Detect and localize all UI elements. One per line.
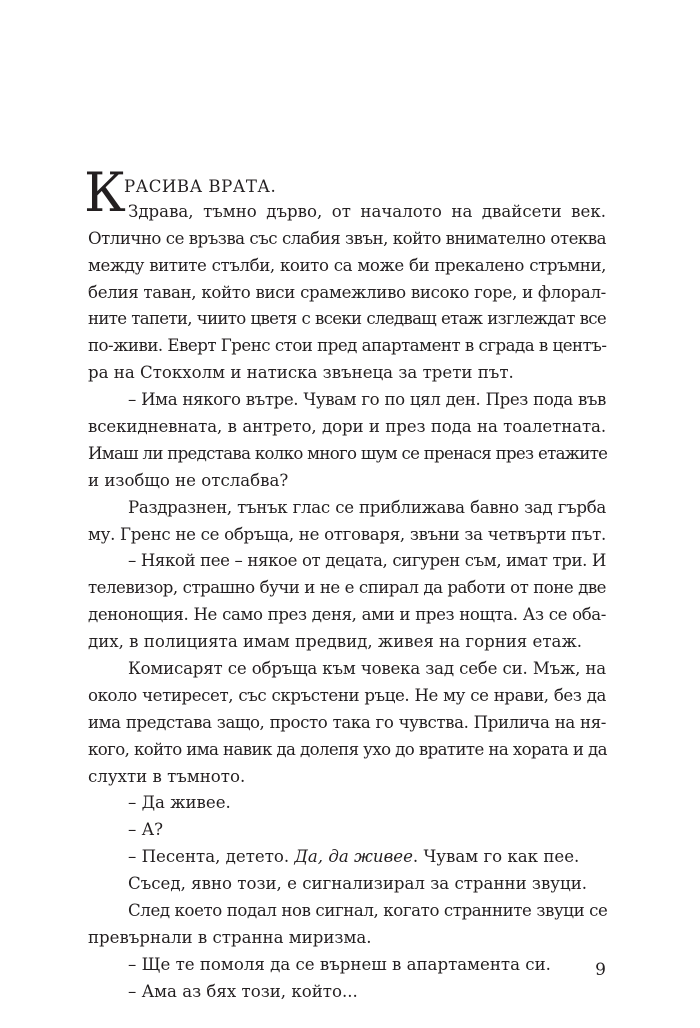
text-line: кого, който има навик да долепя ухо до вратите на хората и да [88, 739, 607, 759]
text-line: Комисарят се обръща към човека зад себе си. Мъж, на [128, 659, 606, 679]
text-line: превърнали в странна миризма. [88, 927, 372, 947]
text-line: между витите стълби, които са може би прекалено стръмни, [88, 255, 606, 275]
page-number: 9 [595, 960, 606, 980]
text-line: – Ще те помоля да се върнеш в апартамента си. [128, 954, 551, 974]
paragraph-lines [88, 199, 606, 1006]
drop-cap: К [84, 161, 126, 224]
text-line-part: – Песента, детето. [128, 847, 295, 867]
text-line: – А? [128, 820, 164, 840]
text-line: денонощия. Не само през деня, ами и през нощта. Аз се оба- [88, 605, 606, 625]
text-line: – Има някого вътре. Чувам го по цял ден. През пода във [128, 390, 606, 410]
text-line: има представа защо, просто така го чувства. Прилича на ня- [88, 712, 606, 732]
text-line: по-живи. Еверт Гренс стои пред апартамент в сграда в центъ- [88, 336, 607, 356]
text-line: Здрава, тъмно дърво, от началото на двайсети век. [128, 201, 606, 221]
text-line: всекидневната, в антрето, дори и през пода на тоалетната. [88, 417, 606, 437]
text-line: му. Гренс не се обръща, не отговаря, звъни за четвърти път. [88, 524, 606, 544]
chapter-text [84, 161, 608, 1006]
opening-words: РАСИВА ВРАТА. [124, 177, 277, 196]
text-line: Имаш ли представа колко много шум се пренася през етажите [88, 443, 608, 463]
text-line: След което подал нов сигнал, когато странните звуци се [128, 901, 608, 921]
text-line: и изобщо не отслабва? [88, 470, 289, 490]
text-line: Раздразнен, тънък глас се приближава бавно зад гърба [128, 497, 606, 517]
italic-phrase: Да, да живее [294, 847, 413, 867]
text-line: телевизор, страшно бучи и не е спирал да работи от поне две [88, 578, 606, 598]
text-line: дих, в полицията имам предвид, живея на горния етаж. [88, 632, 582, 652]
text-line: ните тапети, чиито цветя с всеки следващ етаж изглеждат все [88, 309, 606, 329]
text-line: около четиресет, със скръстени ръце. Не му се нрави, без да [88, 685, 606, 705]
text-line [88, 844, 606, 871]
text-line: – Някой пее – някое от децата, сигурен съм, имат три. И [128, 551, 606, 571]
text-line: Съсед, явно този, е сигнализирал за странни звуци. [128, 874, 588, 894]
text-line-part: . Чувам го как пее. [412, 847, 580, 867]
text-line: ра на Стокхолм и натиска звънеца за трети път. [88, 363, 514, 383]
text-line: Отлично се връзва със слабия звън, който внимателно отеква [88, 228, 606, 248]
text-line: – Да живее. [128, 793, 231, 813]
text-line: белия таван, който виси срамежливо високо горе, и флорал- [88, 282, 606, 302]
text-line: слухти в тъмното. [88, 766, 246, 786]
text-line: – Ама аз бях този, който... [128, 981, 358, 1001]
